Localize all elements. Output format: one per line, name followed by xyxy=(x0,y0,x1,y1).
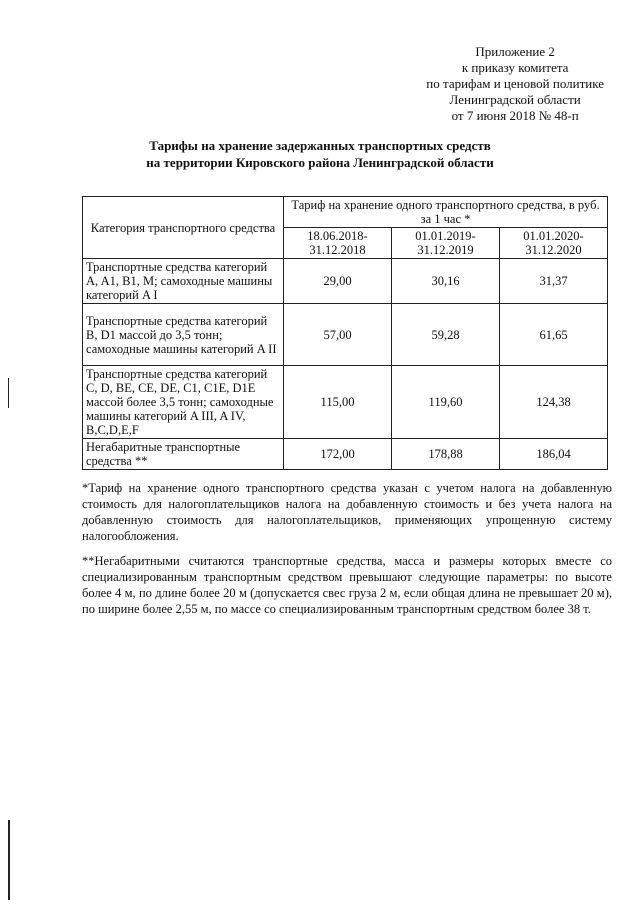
period-header: 01.01.2019-31.12.2019 xyxy=(392,228,500,259)
appendix-block xyxy=(426,44,604,124)
appendix-line: Ленинградской области xyxy=(449,92,581,107)
appendix-line: к приказу комитета xyxy=(461,60,569,75)
footnote-oversized: **Негабаритными считаются транспортные средства, масса и размеры которых вместе со специализированным транспортным средством превышают следующие параметры: по высоте более 4 м, по длине более 20 м (допускается свес груза 2 м, если общая длина не превышает 20 м), по ширине более 2,55 м, по массе со специализированным транспортным средством более 38 т. xyxy=(82,554,612,616)
tariff-header: Тариф на хранение одного транспортного средства, в руб. за 1 час * xyxy=(284,197,608,228)
period-header: 18.06.2018-31.12.2018 xyxy=(284,228,392,259)
appendix-line: по тарифам и ценовой политике xyxy=(426,76,604,91)
title-line-2: на территории Кировского района Ленинградской области xyxy=(146,155,494,170)
tariff-table xyxy=(82,196,608,470)
value-cell: 186,04 xyxy=(500,439,608,470)
value-cell: 59,28 xyxy=(392,304,500,366)
table-row xyxy=(83,304,608,366)
period-header: 01.01.2020-31.12.2020 xyxy=(500,228,608,259)
appendix-line: от 7 июня 2018 № 48-п xyxy=(451,108,579,123)
table-row xyxy=(83,439,608,470)
table-row xyxy=(83,259,608,304)
document-title xyxy=(80,137,560,171)
category-cell: Транспортные средства категорий C, D, BE, CE, DE, C1, C1E, D1E массой более 3,5 тонн; самоходные машины категорий A III, A IV, B,C,D,E,F xyxy=(83,366,284,439)
value-cell: 29,00 xyxy=(284,259,392,304)
margin-scan-mark xyxy=(8,820,10,900)
category-cell: Транспортные средства категорий A, A1, B1, M; самоходные машины категорий A I xyxy=(83,259,284,304)
margin-scan-mark xyxy=(8,378,9,408)
value-cell: 172,00 xyxy=(284,439,392,470)
footnote-tariff-vat: *Тариф на хранение одного транспортного средства указан с учетом налога на добавленную стоимость для налогоплательщиков налога на добавленную стоимость и без учета налога на добавленную стоимость для налогоплательщиков, применяющих упрощенную систему налогообложения. xyxy=(82,481,612,543)
table-header-row xyxy=(83,197,608,228)
category-cell: Негабаритные транспортные средства ** xyxy=(83,439,284,470)
category-header: Категория транспортного средства xyxy=(83,197,284,259)
title-line-1: Тарифы на хранение задержанных транспортных средств xyxy=(149,138,491,153)
value-cell: 178,88 xyxy=(392,439,500,470)
value-cell: 61,65 xyxy=(500,304,608,366)
value-cell: 31,37 xyxy=(500,259,608,304)
value-cell: 57,00 xyxy=(284,304,392,366)
value-cell: 30,16 xyxy=(392,259,500,304)
appendix-line: Приложение 2 xyxy=(475,44,555,59)
category-cell: Транспортные средства категорий B, D1 массой до 3,5 тонн; самоходные машины категорий A II xyxy=(83,304,284,366)
value-cell: 115,00 xyxy=(284,366,392,439)
table-row xyxy=(83,366,608,439)
value-cell: 124,38 xyxy=(500,366,608,439)
value-cell: 119,60 xyxy=(392,366,500,439)
